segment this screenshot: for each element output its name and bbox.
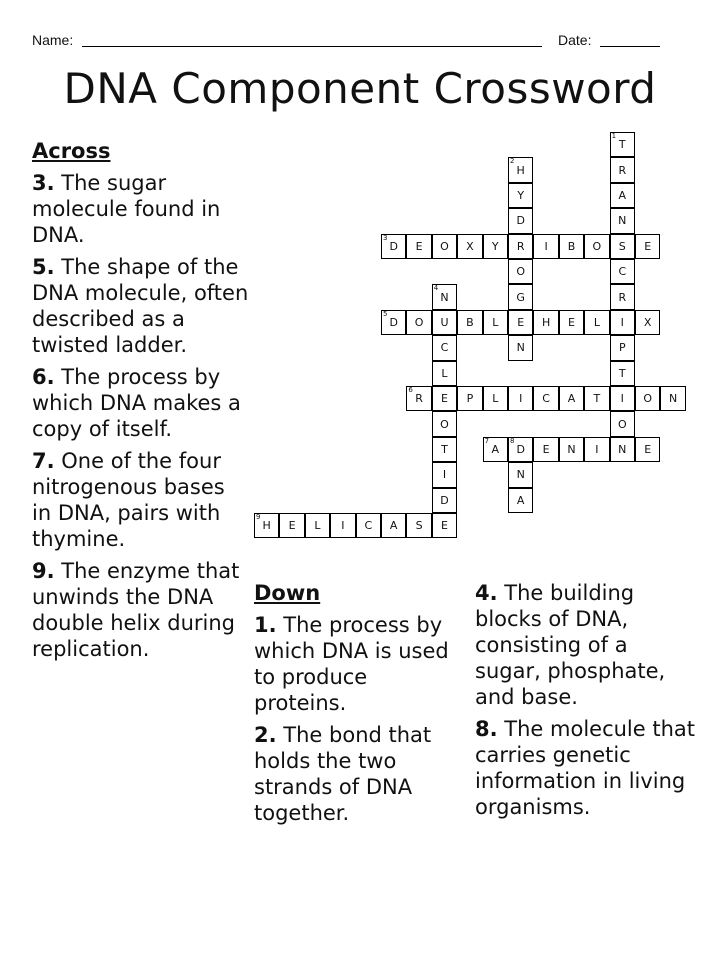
cell-letter: R [618,290,627,304]
cell-letter: E [568,315,575,329]
cell-letter: X [643,315,652,329]
cell-letter: L [492,392,499,406]
crossword-cell[interactable] [406,310,431,335]
date-blank-line[interactable] [600,46,660,47]
cell-letter: I [595,442,599,456]
crossword-cell[interactable] [508,386,533,411]
crossword-cell[interactable] [483,437,508,462]
crossword-cell[interactable] [508,259,533,284]
crossword-cell[interactable] [508,488,533,513]
crossword-cell[interactable] [635,386,660,411]
cell-letter: A [516,493,525,507]
cell-letter: I [519,392,523,406]
clue-down-2 [254,722,454,826]
crossword-cell[interactable] [254,513,279,538]
crossword-cell[interactable] [457,310,482,335]
crossword-cell[interactable] [610,310,635,335]
crossword-cell[interactable] [559,310,584,335]
clue-text: The process by which DNA makes a copy of itself. [32,365,241,441]
cell-letter: I [442,468,447,482]
crossword-cell[interactable] [584,234,609,259]
crossword-cell[interactable] [432,361,457,386]
clue-text: The building blocks of DNA, consisting of a sugar, phosphate, and base. [475,581,666,709]
cell-letter: D [516,214,525,228]
cell-clue-number: 1 [611,132,617,140]
cell-clue-number: 8 [510,436,515,445]
clue-text: The molecule that carries genetic information in living organisms. [475,717,696,819]
crossword-cell[interactable] [381,234,406,259]
clue-number: 2. [254,723,277,747]
cell-letter: R [516,239,525,253]
crossword-cell[interactable] [432,411,457,436]
crossword-cell[interactable] [559,437,584,462]
crossword-cell[interactable] [610,208,635,233]
crossword-cell[interactable] [508,183,533,208]
crossword-cell[interactable] [483,310,508,335]
clue-down-4 [475,580,695,710]
crossword-cell[interactable] [432,284,457,309]
clue-number: 7. [32,449,55,473]
crossword-cell[interactable] [432,310,457,335]
cell-letter: L [441,366,448,380]
cell-letter: L [492,315,499,329]
crossword-cell[interactable] [483,234,508,259]
crossword-cell[interactable] [457,234,482,259]
cell-letter: Y [491,239,499,253]
crossword-cell[interactable] [610,437,635,462]
crossword-cell[interactable] [381,310,406,335]
cell-letter: A [491,442,500,456]
cell-letter: T [618,138,626,152]
crossword-cell[interactable] [508,437,533,462]
cell-letter: Y [517,188,525,202]
cell-letter: I [620,392,624,406]
cell-letter: A [567,392,576,406]
cell-letter: O [516,265,526,279]
crossword-cell[interactable] [533,437,558,462]
cell-letter: A [389,519,398,533]
cell-letter: O [414,315,424,329]
crossword-cell[interactable] [610,386,635,411]
cell-letter: P [618,341,626,355]
crossword-cell[interactable] [432,234,457,259]
crossword-cell[interactable] [584,386,609,411]
crossword-cell[interactable] [432,386,457,411]
crossword-cell[interactable] [533,234,558,259]
crossword-cell[interactable] [432,335,457,360]
crossword-cell[interactable] [330,513,355,538]
cell-letter: P [466,392,474,406]
cell-letter: R [618,163,627,177]
cell-letter: T [618,366,626,380]
cell-letter: C [364,519,373,533]
crossword-cell[interactable] [610,259,635,284]
crossword-cell[interactable] [635,437,660,462]
cell-letter: G [516,290,525,304]
cell-letter: A [618,188,627,202]
cell-clue-number: 2 [510,157,515,166]
cell-letter: E [288,519,296,533]
crossword-cell[interactable] [483,386,508,411]
cell-letter: I [620,315,624,329]
clue-number: 9. [32,559,55,583]
cell-letter: I [341,519,345,533]
crossword-cell[interactable] [406,513,431,538]
cell-clue-number: 5 [383,309,388,318]
cell-clue-number: 9 [256,513,261,521]
crossword-cell[interactable] [508,157,533,182]
crossword-cell[interactable] [508,335,533,360]
crossword-cell[interactable] [381,513,406,538]
cell-letter: D [516,442,525,456]
clue-number: 4. [475,581,498,605]
crossword-cell[interactable] [584,310,609,335]
cell-letter: N [516,468,525,482]
clue-across-7 [32,448,250,552]
name-blank-line[interactable] [82,46,542,47]
crossword-cell[interactable] [610,284,635,309]
crossword-cell[interactable] [305,513,330,538]
crossword-cell[interactable] [559,386,584,411]
cell-letter: O [617,417,627,431]
crossword-cell[interactable] [533,310,558,335]
clue-text: The enzyme that unwinds the DNA double helix during replication. [32,559,240,661]
crossword-cell[interactable] [279,513,304,538]
page-title: DNA Component Crossword [63,64,657,113]
clue-down-8 [475,716,695,820]
clue-number: 8. [475,717,498,741]
cell-letter: R [415,392,423,406]
cell-clue-number: 4 [433,284,439,293]
crossword-cell[interactable] [635,234,660,259]
crossword-cell[interactable] [610,157,635,182]
clue-down-1 [254,612,454,716]
crossword-cell[interactable] [635,310,660,335]
down-clues [254,580,454,832]
crossword-cell[interactable] [610,411,635,436]
crossword-cell[interactable] [508,208,533,233]
crossword-cell[interactable] [508,462,533,487]
crossword-cell[interactable] [559,234,584,259]
crossword-cell[interactable] [457,386,482,411]
clue-text: The bond that holds the two strands of DNA together. [254,723,432,825]
crossword-cell[interactable] [432,488,457,513]
cell-letter: N [516,341,525,355]
across-heading: Across [32,139,111,163]
cell-letter: E [517,315,525,329]
cell-letter: L [593,315,600,329]
clue-number: 1. [254,613,277,637]
cell-clue-number: 3 [383,233,388,242]
crossword-cell[interactable] [508,234,533,259]
cell-letter: T [593,392,601,406]
cell-letter: C [440,341,449,355]
clue-text: The process by which DNA is used to produce proteins. [254,613,449,715]
clue-across-6 [32,364,250,442]
clue-across-3 [32,170,250,248]
crossword-cell[interactable] [610,361,635,386]
cell-letter: N [618,442,627,456]
cell-letter: D [440,493,449,507]
crossword-cell[interactable] [356,513,381,538]
crossword-cell[interactable] [508,284,533,309]
name-label: Name: [32,32,74,48]
clue-number: 5. [32,255,55,279]
cell-letter: H [541,315,551,329]
clue-text: The sugar molecule found in DNA. [32,171,221,247]
cell-letter: X [466,239,474,253]
cell-letter: E [542,442,550,456]
crossword-cell[interactable] [610,335,635,360]
crossword-cell[interactable] [406,234,431,259]
cell-letter: U [440,315,449,329]
cell-letter: S [415,519,423,533]
date-label: Date: [558,32,592,48]
cell-letter: B [466,315,474,329]
cell-letter: E [644,442,652,456]
cell-letter: D [389,315,398,329]
cell-clue-number: 7 [484,436,490,445]
clue-text: One of the four nitrogenous bases in DNA, pairs with thymine. [32,449,225,551]
clue-number: 3. [32,171,55,195]
down-heading: Down [254,581,321,605]
cell-clue-number: 6 [408,386,413,394]
clue-across-9 [32,558,250,662]
cell-letter: N [440,290,449,304]
cell-letter: B [567,239,576,253]
cell-letter: H [516,163,525,177]
cell-letter: O [592,239,602,253]
crossword-cell[interactable] [432,437,457,462]
cell-letter: O [440,239,449,253]
cell-letter: H [262,519,271,533]
crossword-cell[interactable] [432,462,457,487]
crossword-cell[interactable] [508,310,533,335]
cell-letter: C [542,392,550,406]
cell-letter: N [668,392,678,406]
cell-letter: D [389,239,398,253]
cell-letter: E [441,519,448,533]
crossword-cell[interactable] [610,234,635,259]
cell-letter: E [441,392,448,406]
clue-across-5 [32,254,250,358]
cell-letter: C [618,265,627,279]
cell-letter: T [441,442,448,456]
clue-text: The shape of the DNA molecule, often described as a twisted ladder. [32,255,249,357]
cell-letter: S [618,239,626,253]
crossword-cell[interactable] [610,183,635,208]
cell-letter: N [567,442,576,456]
crossword-cell[interactable] [610,132,635,157]
cell-letter: E [644,239,652,253]
cell-letter: N [618,214,627,228]
cell-letter: L [314,519,321,533]
crossword-cell[interactable] [432,513,457,538]
crossword-cell[interactable] [584,437,609,462]
cell-letter: O [643,392,653,406]
cell-letter: E [415,239,423,253]
clue-number: 6. [32,365,55,389]
crossword-cell[interactable] [660,386,685,411]
cell-letter: O [440,417,449,431]
crossword-cell[interactable] [533,386,558,411]
down-clues-continued [475,580,695,826]
across-clues [32,138,250,668]
cell-letter: I [544,239,548,253]
crossword-cell[interactable] [406,386,431,411]
